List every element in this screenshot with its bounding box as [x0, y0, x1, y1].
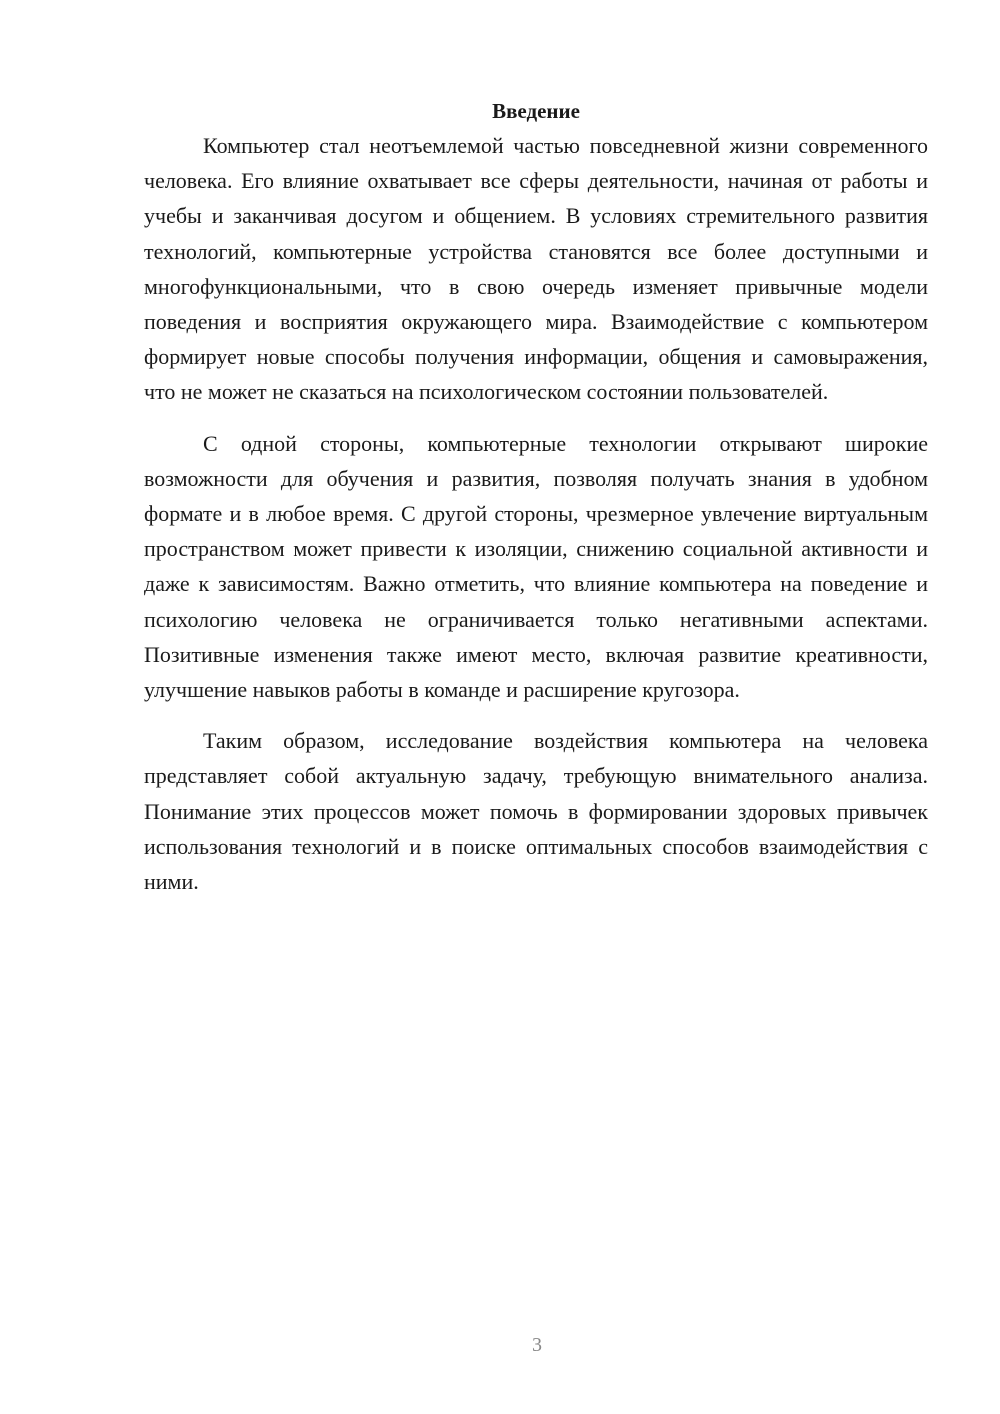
paragraph-intro: Компьютер стал неотъемлемой частью повседневной жизни современного человека. Его влияние охватывает все сферы деятельности, начиная от работы и учебы и заканчивая досугом и общением. В условиях стремительного развития технологий, компьютерные устройства становятся все более доступными и многофункциональными, что в свою очередь изменяет привычные модели поведения и восприятия окружающего мира. Взаимодействие с компьютером формирует новые способы получения информации, общения и самовыражения, что не может не сказаться на психологическом состоянии пользователей.	[144, 133, 928, 405]
paragraph-conclusion: Таким образом, исследование воздействия компьютера на человека представляет собой актуальную задачу, требующую внимательного анализа. Понимание этих процессов может помочь в формировании здоровых привычек использования технологий и в поиске оптимальных способов взаимодействия с ними.	[144, 728, 928, 895]
page-number: 3	[532, 1334, 542, 1356]
page-content	[144, 94, 928, 899]
section-heading: Введение	[492, 99, 580, 123]
paragraph-pros-cons: С одной стороны, компьютерные технологии открывают широкие возможности для обучения и развития, позволяя получать знания в удобном формате и в любое время. С другой стороны, чрезмерное увлечение виртуальным пространством может привести к изоляции, снижению социальной активности и даже к зависимостям. Важно отметить, что влияние компьютера на поведение и психологию человека не ограничивается только негативными аспектами. Позитивные изменения также имеют место, включая развитие креативности, улучшение навыков работы в команде и расширение кругозора.	[144, 430, 928, 703]
